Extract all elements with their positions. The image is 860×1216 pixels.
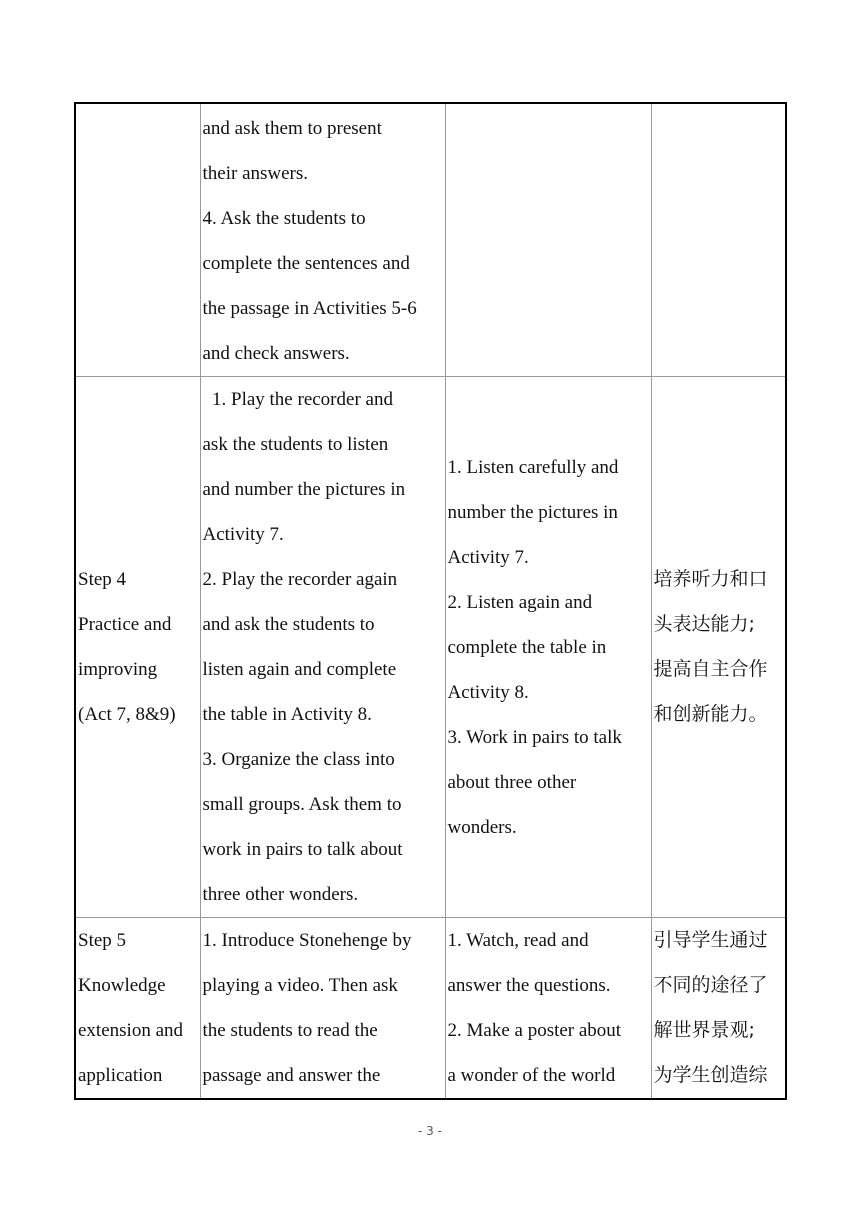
cell-text-line: and check answers. (202, 343, 350, 364)
cell-text-line: 引导学生通过 (653, 929, 768, 951)
step-cell (75, 103, 200, 377)
cell-text-line: 2. Play the recorder again (202, 569, 398, 590)
cell-text-line: the table in Activity 8. (202, 704, 372, 725)
student-activity-cell (445, 918, 651, 1100)
cell-text-line: Activity 7. (202, 524, 284, 545)
student-activity-cell (445, 377, 651, 918)
cell-text-line: Step 4 (78, 569, 127, 590)
cell-text-line: 1. Introduce Stonehenge by (202, 930, 412, 951)
cell-text-line: listen again and complete (202, 659, 397, 680)
student-activity-cell (445, 103, 651, 377)
cell-text-line: Knowledge (78, 975, 166, 996)
cell-text-line: 4. Ask the students to (202, 208, 366, 229)
cell-text-line: 2. Listen again and (447, 591, 593, 613)
cell-text-line: 3. Work in pairs to talk (447, 726, 622, 748)
cell-text-line: a wonder of the world (447, 1065, 616, 1086)
cell-text-line: Activity 7. (447, 546, 529, 568)
cell-text-line: number the pictures in (447, 501, 618, 523)
cell-text-line: 1. Listen carefully and (447, 456, 619, 478)
cell-text-line: Practice and (78, 614, 172, 635)
cell-text-line: 为学生创造综 (653, 1064, 768, 1086)
cell-text-line: 不同的途径了 (653, 974, 768, 996)
cell-text-line: and number the pictures in (202, 479, 406, 500)
cell-text-line: extension and (78, 1020, 184, 1041)
page-number: - 3 - (418, 1124, 442, 1138)
step-cell (75, 377, 200, 918)
cell-text-line: 1. Watch, read and (447, 930, 589, 951)
purpose-cell (651, 918, 786, 1100)
lesson-plan-table (74, 102, 787, 1100)
teacher-activity-cell (200, 377, 445, 918)
teacher-activity-cell (200, 103, 445, 377)
cell-text-line: Step 5 (78, 930, 127, 951)
purpose-cell (651, 103, 786, 377)
cell-text-line: and ask the students to (202, 614, 375, 635)
cell-text-line: 提高自主合作 (653, 658, 768, 680)
cell-text-line: 头表达能力; (653, 613, 755, 635)
cell-text-line: three other wonders. (202, 884, 359, 905)
cell-text-line: 2. Make a poster about (447, 1020, 622, 1041)
cell-text-line: improving (78, 659, 158, 680)
cell-text-line: playing a video. Then ask (202, 975, 398, 996)
cell-text-line: and ask them to present (202, 118, 382, 139)
cell-text-line: passage and answer the (202, 1065, 381, 1086)
cell-text-line: (Act 7, 8&9) (78, 704, 176, 725)
cell-text-line: 和创新能力。 (653, 703, 768, 725)
cell-text-line: application (78, 1065, 163, 1086)
cell-text-line: Activity 8. (447, 681, 529, 703)
cell-text-line: work in pairs to talk about (202, 839, 403, 860)
cell-text-line: complete the table in (447, 636, 607, 658)
cell-text-line: their answers. (202, 163, 309, 184)
table-row (75, 103, 786, 377)
cell-text-line: answer the questions. (447, 975, 611, 996)
cell-text-line: 培养听力和口 (653, 568, 768, 590)
cell-text-line: about three other (447, 771, 577, 793)
cell-text-line: 3. Organize the class into (202, 749, 395, 770)
cell-text-line: 1. Play the recorder and (202, 389, 393, 410)
cell-text-line: complete the sentences and (202, 253, 410, 274)
cell-text-line: 解世界景观; (653, 1019, 755, 1041)
cell-text-line: ask the students to listen (202, 434, 389, 455)
cell-text-line: wonders. (447, 816, 517, 838)
purpose-cell (651, 377, 786, 918)
cell-text-line: the students to read the (202, 1020, 378, 1041)
step-cell (75, 918, 200, 1100)
cell-text-line: the passage in Activities 5-6 (202, 298, 417, 319)
table-row (75, 918, 786, 1100)
teacher-activity-cell (200, 918, 445, 1100)
table-row (75, 377, 786, 918)
cell-text-line: small groups. Ask them to (202, 794, 402, 815)
